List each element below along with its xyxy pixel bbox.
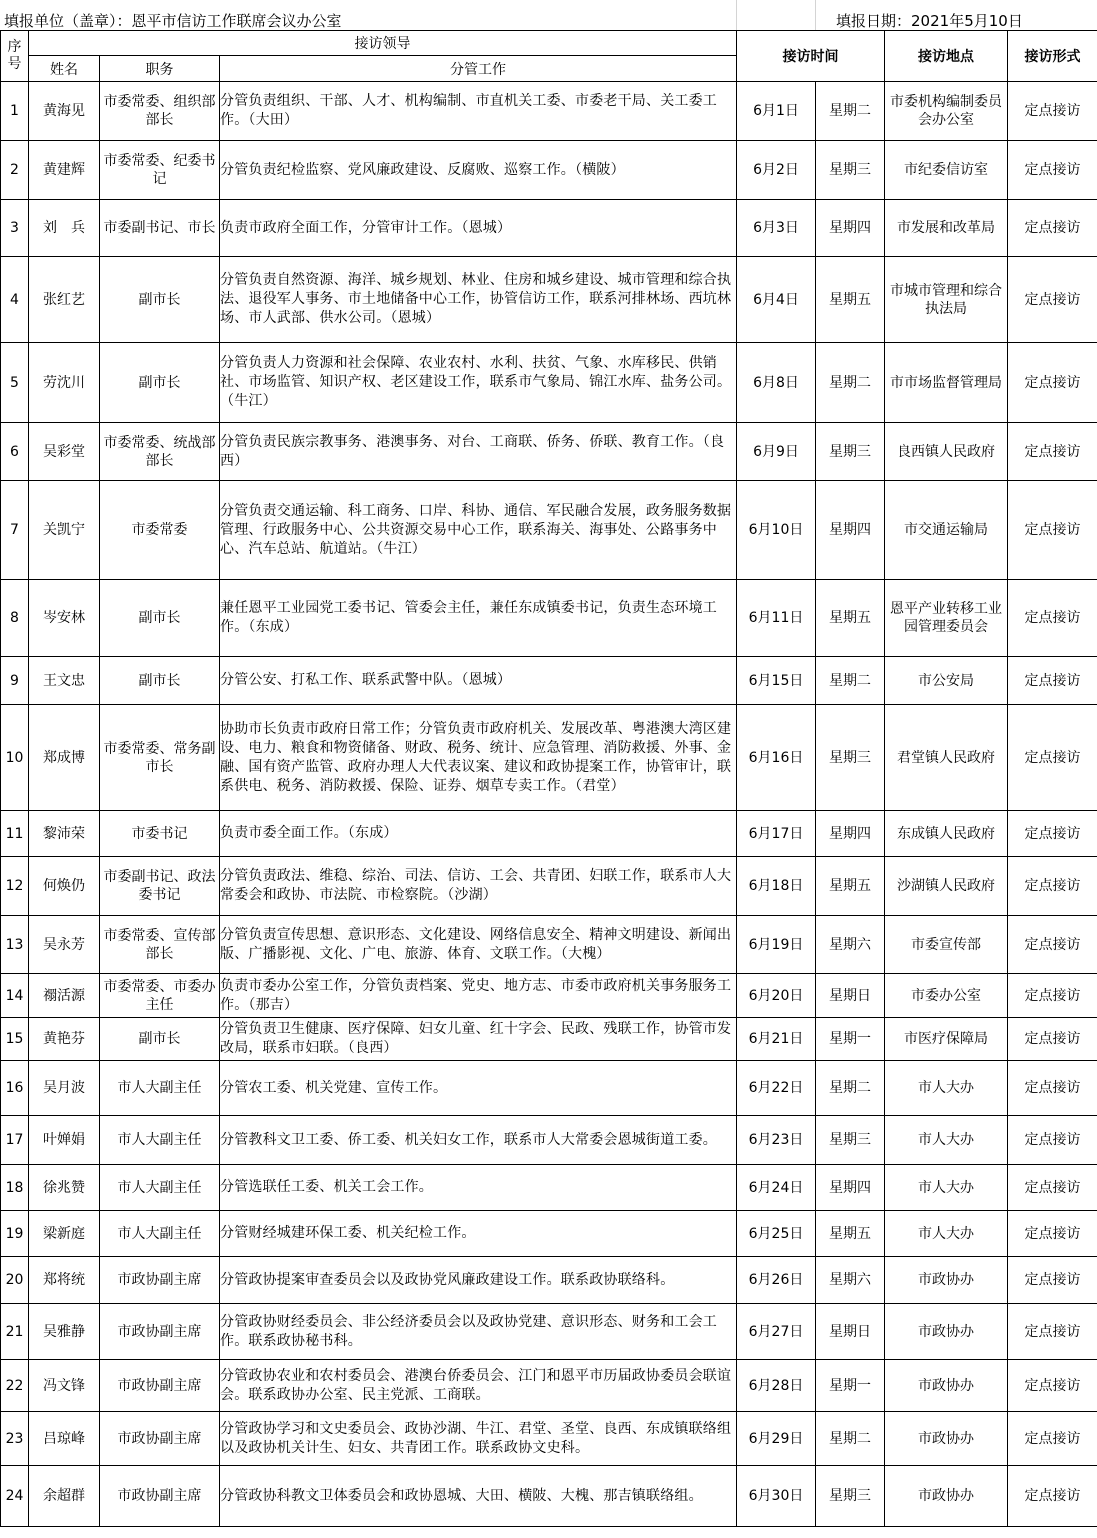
work-cell: 分管负责卫生健康、医疗保障、妇女儿童、红十字会、民政、残联工作，协管市发改局，联系市妇联。（良西） xyxy=(220,1018,737,1061)
form-cell: 定点接访 xyxy=(1008,857,1097,916)
position-cell: 市委常委、宣传部部长 xyxy=(100,916,220,974)
table-row xyxy=(1,1211,1097,1257)
place-cell: 市人大办 xyxy=(885,1061,1008,1116)
form-cell: 定点接访 xyxy=(1008,423,1097,481)
date-cell: 6月24日 xyxy=(737,1165,816,1211)
weekday-cell: 星期六 xyxy=(816,916,885,974)
seq-cell: 4 xyxy=(1,257,29,343)
seq-cell: 20 xyxy=(1,1257,29,1304)
name-cell: 梁新庭 xyxy=(29,1211,100,1257)
name-cell: 郑将统 xyxy=(29,1257,100,1304)
work-cell: 分管政协财经委员会、非公经济委员会以及政协党建、意识形态、财务和工会工作。联系政协秘书科。 xyxy=(220,1304,737,1360)
position-cell: 市委副书记、政法委书记 xyxy=(100,857,220,916)
table-row xyxy=(1,200,1097,257)
position-cell: 市委常委、市委办主任 xyxy=(100,974,220,1018)
weekday-cell: 星期二 xyxy=(816,1061,885,1116)
position-cell: 市委常委、组织部部长 xyxy=(100,82,220,141)
place-cell: 市人大办 xyxy=(885,1116,1008,1165)
place-cell: 市交通运输局 xyxy=(885,481,1008,580)
work-cell: 负责市政府全面工作，分管审计工作。（恩城） xyxy=(220,200,737,257)
date-cell: 6月23日 xyxy=(737,1116,816,1165)
work-cell: 分管负责交通运输、科工商务、口岸、科协、通信、军民融合发展，政务服务数据管理、行政服务中心、公共资源交易中心工作，联系海关、海事处、公路事务中心、汽车总站、航道站。（牛江） xyxy=(220,481,737,580)
seq-cell: 21 xyxy=(1,1304,29,1360)
table-row xyxy=(1,1304,1097,1360)
place-cell: 市政协办 xyxy=(885,1466,1008,1527)
date-label: 填报日期： xyxy=(836,12,912,30)
cell-separator xyxy=(815,0,816,30)
report-header xyxy=(0,0,1097,30)
position-cell: 市政协副主席 xyxy=(100,1466,220,1527)
name-cell: 何焕仍 xyxy=(29,857,100,916)
table-row xyxy=(1,1165,1097,1211)
place-cell: 恩平产业转移工业园管理委员会 xyxy=(885,580,1008,657)
name-cell: 叶婵娟 xyxy=(29,1116,100,1165)
date-cell: 6月9日 xyxy=(737,423,816,481)
table-row xyxy=(1,1061,1097,1116)
place-cell: 君堂镇人民政府 xyxy=(885,705,1008,811)
position-cell: 市人大副主任 xyxy=(100,1165,220,1211)
name-cell: 郑成博 xyxy=(29,705,100,811)
position-cell: 市委常委、统战部部长 xyxy=(100,423,220,481)
name-cell: 徐兆赞 xyxy=(29,1165,100,1211)
seq-cell: 23 xyxy=(1,1412,29,1466)
weekday-cell: 星期日 xyxy=(816,1304,885,1360)
place-cell: 东成镇人民政府 xyxy=(885,811,1008,857)
table-row xyxy=(1,916,1097,974)
table-row xyxy=(1,974,1097,1018)
position-cell: 市人大副主任 xyxy=(100,1061,220,1116)
name-cell: 禤活源 xyxy=(29,974,100,1018)
date-cell: 6月19日 xyxy=(737,916,816,974)
weekday-cell: 星期二 xyxy=(816,1412,885,1466)
seq-cell: 3 xyxy=(1,200,29,257)
table-row xyxy=(1,343,1097,423)
table-row xyxy=(1,857,1097,916)
table-row xyxy=(1,1466,1097,1527)
table-row xyxy=(1,1412,1097,1466)
table-body xyxy=(1,82,1097,1527)
name-header: 姓名 xyxy=(29,56,100,82)
date-cell: 6月25日 xyxy=(737,1211,816,1257)
place-cell: 市政协办 xyxy=(885,1257,1008,1304)
seq-cell: 16 xyxy=(1,1061,29,1116)
name-cell: 岑安林 xyxy=(29,580,100,657)
position-cell: 市委副书记、市长 xyxy=(100,200,220,257)
date-cell: 6月16日 xyxy=(737,705,816,811)
name-cell: 王文忠 xyxy=(29,657,100,705)
seq-cell: 13 xyxy=(1,916,29,974)
seq-cell: 22 xyxy=(1,1360,29,1412)
place-cell: 市城市管理和综合执法局 xyxy=(885,257,1008,343)
seq-cell: 24 xyxy=(1,1466,29,1527)
place-cell: 市政协办 xyxy=(885,1412,1008,1466)
date-cell: 6月8日 xyxy=(737,343,816,423)
position-cell: 市政协副主席 xyxy=(100,1257,220,1304)
work-cell: 分管负责政法、维稳、综治、司法、信访、工会、共青团、妇联工作，联系市人大常委会和政协、市法院、市检察院。（沙湖） xyxy=(220,857,737,916)
work-cell: 负责市委办公室工作，分管负责档案、党史、地方志、市委市政府机关事务服务工作。（那吉） xyxy=(220,974,737,1018)
work-cell: 分管政协农业和农村委员会、港澳台侨委员会、江门和恩平市历届政协委员会联谊会。联系政协办公室、民主党派、工商联。 xyxy=(220,1360,737,1412)
work-cell: 负责市委全面工作。（东成） xyxy=(220,811,737,857)
date-cell: 6月20日 xyxy=(737,974,816,1018)
weekday-cell: 星期二 xyxy=(816,82,885,141)
table-row xyxy=(1,1360,1097,1412)
weekday-cell: 星期四 xyxy=(816,1165,885,1211)
place-cell: 市纪委信访室 xyxy=(885,141,1008,200)
work-cell: 分管公安、打私工作、联系武警中队。（恩城） xyxy=(220,657,737,705)
date-cell: 6月1日 xyxy=(737,82,816,141)
name-cell: 吴月波 xyxy=(29,1061,100,1116)
form-cell: 定点接访 xyxy=(1008,1018,1097,1061)
place-cell: 市委办公室 xyxy=(885,974,1008,1018)
date-cell: 6月15日 xyxy=(737,657,816,705)
seq-cell: 10 xyxy=(1,705,29,811)
work-cell: 分管负责组织、干部、人才、机构编制、市直机关工委、市委老干局、关工委工作。（大田） xyxy=(220,82,737,141)
place-cell: 市政协办 xyxy=(885,1304,1008,1360)
form-cell: 定点接访 xyxy=(1008,200,1097,257)
form-cell: 定点接访 xyxy=(1008,1211,1097,1257)
weekday-cell: 星期四 xyxy=(816,200,885,257)
name-cell: 吴雅静 xyxy=(29,1304,100,1360)
name-cell: 冯文锋 xyxy=(29,1360,100,1412)
position-cell: 副市长 xyxy=(100,657,220,705)
work-cell: 分管负责纪检监察、党风廉政建设、反腐败、巡察工作。（横陂） xyxy=(220,141,737,200)
seq-cell: 15 xyxy=(1,1018,29,1061)
form-cell: 定点接访 xyxy=(1008,811,1097,857)
position-cell: 市委常委 xyxy=(100,481,220,580)
work-cell: 分管政协提案审查委员会以及政协党风廉政建设工作。联系政协联络科。 xyxy=(220,1257,737,1304)
work-cell: 分管政协科教文卫体委员会和政协恩城、大田、横陂、大槐、那吉镇联络组。 xyxy=(220,1466,737,1527)
position-cell: 市委常委、常务副市长 xyxy=(100,705,220,811)
form-cell: 定点接访 xyxy=(1008,82,1097,141)
form-cell: 定点接访 xyxy=(1008,657,1097,705)
table-row xyxy=(1,481,1097,580)
weekday-cell: 星期三 xyxy=(816,1466,885,1527)
date-cell: 6月28日 xyxy=(737,1360,816,1412)
seq-cell: 12 xyxy=(1,857,29,916)
place-header: 接访地点 xyxy=(885,31,1008,82)
form-cell: 定点接访 xyxy=(1008,1412,1097,1466)
name-cell: 张红艺 xyxy=(29,257,100,343)
weekday-cell: 星期五 xyxy=(816,580,885,657)
position-cell: 副市长 xyxy=(100,1018,220,1061)
form-cell: 定点接访 xyxy=(1008,1257,1097,1304)
reception-schedule-table xyxy=(0,30,1097,1527)
name-cell: 刘 兵 xyxy=(29,200,100,257)
name-cell: 黄艳芬 xyxy=(29,1018,100,1061)
weekday-cell: 星期三 xyxy=(816,423,885,481)
weekday-cell: 星期二 xyxy=(816,343,885,423)
position-cell: 市人大副主任 xyxy=(100,1116,220,1165)
date-cell: 6月21日 xyxy=(737,1018,816,1061)
form-cell: 定点接访 xyxy=(1008,1466,1097,1527)
form-cell: 定点接访 xyxy=(1008,916,1097,974)
weekday-cell: 星期三 xyxy=(816,141,885,200)
form-cell: 定点接访 xyxy=(1008,1304,1097,1360)
date-cell: 6月22日 xyxy=(737,1061,816,1116)
date-cell: 6月18日 xyxy=(737,857,816,916)
form-cell: 定点接访 xyxy=(1008,1360,1097,1412)
name-cell: 劳沈川 xyxy=(29,343,100,423)
place-cell: 市政协办 xyxy=(885,1360,1008,1412)
form-header: 接访形式 xyxy=(1008,31,1097,82)
weekday-cell: 星期六 xyxy=(816,1257,885,1304)
seq-cell: 18 xyxy=(1,1165,29,1211)
name-cell: 黄建辉 xyxy=(29,141,100,200)
work-cell: 兼任恩平工业园党工委书记、管委会主任，兼任东成镇委书记，负责生态环境工作。（东成） xyxy=(220,580,737,657)
name-cell: 关凯宁 xyxy=(29,481,100,580)
date-line xyxy=(836,10,1023,31)
work-cell: 分管负责民族宗教事务、港澳事务、对台、工商联、侨务、侨联、教育工作。（良西） xyxy=(220,423,737,481)
form-cell: 定点接访 xyxy=(1008,974,1097,1018)
place-cell: 沙湖镇人民政府 xyxy=(885,857,1008,916)
seq-cell: 8 xyxy=(1,580,29,657)
form-cell: 定点接访 xyxy=(1008,1061,1097,1116)
weekday-cell: 星期一 xyxy=(816,1360,885,1412)
unit-line xyxy=(4,10,342,31)
place-cell: 市医疗保障局 xyxy=(885,1018,1008,1061)
position-cell: 副市长 xyxy=(100,343,220,423)
work-cell: 分管农工委、机关党建、宣传工作。 xyxy=(220,1061,737,1116)
date-cell: 6月27日 xyxy=(737,1304,816,1360)
form-cell: 定点接访 xyxy=(1008,257,1097,343)
seq-cell: 7 xyxy=(1,481,29,580)
date-cell: 6月10日 xyxy=(737,481,816,580)
work-cell: 分管负责人力资源和社会保障、农业农村、水利、扶贫、气象、水库移民、供销社、市场监管、知识产权、老区建设工作，联系市气象局、锦江水库、盐务公司。（牛江） xyxy=(220,343,737,423)
position-cell: 市委书记 xyxy=(100,811,220,857)
date-cell: 6月11日 xyxy=(737,580,816,657)
position-cell: 市政协副主席 xyxy=(100,1304,220,1360)
table-row xyxy=(1,811,1097,857)
weekday-cell: 星期五 xyxy=(816,257,885,343)
position-cell: 市委常委、纪委书记 xyxy=(100,141,220,200)
unit-label: 填报单位（盖章）： xyxy=(4,12,132,30)
date-cell: 6月26日 xyxy=(737,1257,816,1304)
form-cell: 定点接访 xyxy=(1008,580,1097,657)
position-cell: 副市长 xyxy=(100,257,220,343)
table-row xyxy=(1,1116,1097,1165)
table-row xyxy=(1,82,1097,141)
weekday-cell: 星期二 xyxy=(816,657,885,705)
seq-cell: 19 xyxy=(1,1211,29,1257)
header-row xyxy=(1,31,1097,56)
form-cell: 定点接访 xyxy=(1008,705,1097,811)
place-cell: 市公安局 xyxy=(885,657,1008,705)
work-cell: 分管选联任工委、机关工会工作。 xyxy=(220,1165,737,1211)
date-cell: 6月2日 xyxy=(737,141,816,200)
form-cell: 定点接访 xyxy=(1008,1116,1097,1165)
table-row xyxy=(1,423,1097,481)
place-cell: 市委宣传部 xyxy=(885,916,1008,974)
time-header: 接访时间 xyxy=(737,31,885,82)
table-row xyxy=(1,257,1097,343)
leader-group-header: 接访领导 xyxy=(29,31,737,56)
weekday-cell: 星期三 xyxy=(816,1116,885,1165)
seq-cell: 6 xyxy=(1,423,29,481)
date-value: 2021年5月10日 xyxy=(911,12,1023,30)
weekday-cell: 星期四 xyxy=(816,811,885,857)
table-row xyxy=(1,657,1097,705)
work-header: 分管工作 xyxy=(220,56,737,82)
date-cell: 6月30日 xyxy=(737,1466,816,1527)
work-cell: 分管负责自然资源、海洋、城乡规划、林业、住房和城乡建设、城市管理和综合执法、退役军人事务、市土地储备中心工作，协管信访工作，联系河排林场、西坑林场、市人武部、供水公司。（恩城） xyxy=(220,257,737,343)
work-cell: 分管政协学习和文史委员会、政协沙湖、牛江、君堂、圣堂、良西、东成镇联络组以及政协机关计生、妇女、共青团工作。联系政协文史科。 xyxy=(220,1412,737,1466)
place-cell: 市人大办 xyxy=(885,1211,1008,1257)
seq-cell: 1 xyxy=(1,82,29,141)
name-cell: 吕琼峰 xyxy=(29,1412,100,1466)
place-cell: 市委机构编制委员会办公室 xyxy=(885,82,1008,141)
position-cell: 市政协副主席 xyxy=(100,1412,220,1466)
weekday-cell: 星期五 xyxy=(816,857,885,916)
seq-cell: 9 xyxy=(1,657,29,705)
date-cell: 6月17日 xyxy=(737,811,816,857)
date-cell: 6月29日 xyxy=(737,1412,816,1466)
place-cell: 市发展和改革局 xyxy=(885,200,1008,257)
table-row xyxy=(1,705,1097,811)
work-cell: 分管负责宣传思想、意识形态、文化建设、网络信息安全、精神文明建设、新闻出版、广播影视、文化、广电、旅游、体育、文联工作。（大槐） xyxy=(220,916,737,974)
position-cell: 副市长 xyxy=(100,580,220,657)
position-cell: 市政协副主席 xyxy=(100,1360,220,1412)
place-cell: 良西镇人民政府 xyxy=(885,423,1008,481)
date-cell: 6月3日 xyxy=(737,200,816,257)
table-row xyxy=(1,1018,1097,1061)
weekday-cell: 星期五 xyxy=(816,1211,885,1257)
seq-cell: 14 xyxy=(1,974,29,1018)
unit-name: 恩平市信访工作联席会议办公室 xyxy=(131,12,342,30)
form-cell: 定点接访 xyxy=(1008,1165,1097,1211)
position-header: 职务 xyxy=(100,56,220,82)
date-cell: 6月4日 xyxy=(737,257,816,343)
seq-cell: 2 xyxy=(1,141,29,200)
name-cell: 吴彩堂 xyxy=(29,423,100,481)
work-cell: 分管财经城建环保工委、机关纪检工作。 xyxy=(220,1211,737,1257)
seq-cell: 17 xyxy=(1,1116,29,1165)
name-cell: 黎沛荣 xyxy=(29,811,100,857)
weekday-cell: 星期三 xyxy=(816,705,885,811)
table-row xyxy=(1,1257,1097,1304)
seq-header-text: 序号 xyxy=(7,39,22,72)
weekday-cell: 星期一 xyxy=(816,1018,885,1061)
name-cell: 余超群 xyxy=(29,1466,100,1527)
name-cell: 吴永芳 xyxy=(29,916,100,974)
position-cell: 市人大副主任 xyxy=(100,1211,220,1257)
place-cell: 市人大办 xyxy=(885,1165,1008,1211)
form-cell: 定点接访 xyxy=(1008,141,1097,200)
seq-header xyxy=(1,31,29,82)
form-cell: 定点接访 xyxy=(1008,343,1097,423)
table-row xyxy=(1,580,1097,657)
place-cell: 市市场监督管理局 xyxy=(885,343,1008,423)
form-cell: 定点接访 xyxy=(1008,481,1097,580)
seq-cell: 5 xyxy=(1,343,29,423)
table-row xyxy=(1,141,1097,200)
name-cell: 黄海见 xyxy=(29,82,100,141)
weekday-cell: 星期日 xyxy=(816,974,885,1018)
weekday-cell: 星期四 xyxy=(816,481,885,580)
seq-cell: 11 xyxy=(1,811,29,857)
work-cell: 分管教科文卫工委、侨工委、机关妇女工作，联系市人大常委会恩城街道工委。 xyxy=(220,1116,737,1165)
work-cell: 协助市长负责市政府日常工作；分管负责市政府机关、发展改革、粤港澳大湾区建设、电力、粮食和物资储备、财政、税务、统计、应急管理、消防救援、外事、金融、国有资产监管、政府办理人大代表议案、建议和政协提案工作，协管审计，联系供电、税务、消防救援、保险、证券、烟草专卖工作。（君堂） xyxy=(220,705,737,811)
cell-separator xyxy=(736,0,737,30)
